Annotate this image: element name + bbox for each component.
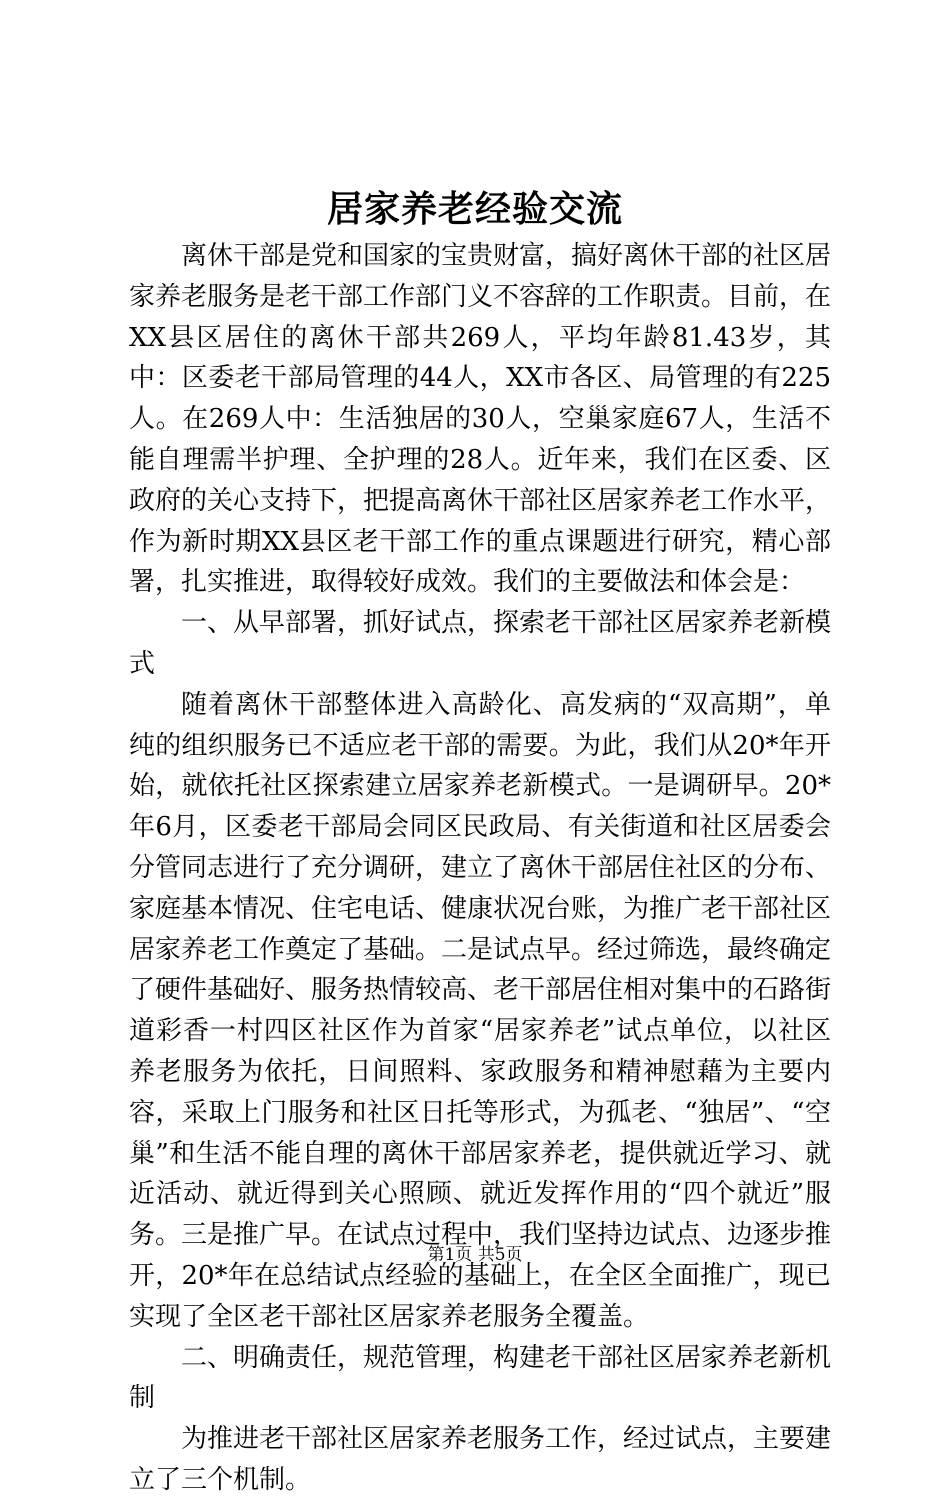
paragraph-intro: 离休干部是党和国家的宝贵财富，搞好离休干部的社区居家养老服务是老干部工作部门义不容辞的工作职责。目前，在XX县区居住的离休干部共269人，平均年龄81.43岁，其中：区委老干部局管理的44人，XX市各区、局管理的有225人。在269人中：生活独居的30人，空巢家庭67人，生活不能自理需半护理、全护理的28人。近年来，我们在区委、区政府的关心支持下，把提高离休干部社区居家养老工作水平，作为新时期XX县区老干部工作的重点课题进行研究，精心部署，扎实推进，取得较好成效。我们的主要做法和体会是： bbox=[129, 241, 832, 598]
document-body bbox=[129, 236, 831, 1501]
paragraph-section-two: 为推进老干部社区居家养老服务工作，经过试点，主要建立了三个机制。 bbox=[129, 1424, 832, 1495]
page-number-footer: 第1页 共5页 bbox=[427, 1245, 523, 1265]
document-title: 居家养老经验交流 bbox=[326, 188, 623, 230]
paragraph-section-one: 随着离休干部整体进入高龄化、高发病的“双高期”，单纯的组织服务已不适应老干部的需要。为此，我们从20*年开始，就依托社区探索建立居家养老新模式。一是调研早。20*年6月，区委老干部局会同区民政局、有关街道和社区居委会分管同志进行了充分调研，建立了离休干部居住社区的分布、家庭基本情况、住宅电话、健康状况台账，为推广老干部社区居家养老工作奠定了基础。二是试点早。经过筛选，最终确定了硬件基础好、服务热情较高、老干部居住相对集中的石路街道彩香一村四区社区作为首家“居家养老”试点单位，以社区养老服务为依托，日间照料、家政服务和精神慰藉为主要内容，采取上门服务和社区日托等形式，为孤老、“独居”、“空巢”和生活不能自理的离休干部居家养老，提供就近学习、就近活动、就近得到关心照顾、就近发挥作用的“四个就近”服务。三是推广早。在试点过程中，我们坚持边试点、边逐步推开，20*年在总结试点经验的基础上，在全区全面推广，现已实现了全区老干部社区居家养老服务全覆盖。 bbox=[129, 689, 832, 1332]
section-heading-one: 一、从早部署，抓好试点，探索老干部社区居家养老新模式 bbox=[129, 608, 832, 679]
section-heading-two: 二、明确责任，规范管理，构建老干部社区居家养老新机制 bbox=[129, 1342, 832, 1414]
